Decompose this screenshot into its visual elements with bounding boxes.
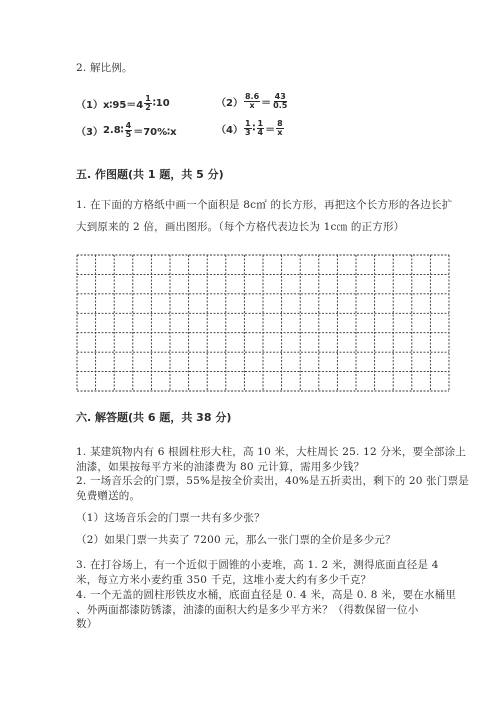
- equation-2-equals: ＝: [261, 98, 272, 109]
- section-6-q3-line-1: 3. 在打谷场上，有一个近似于圆锥的小麦堆，高 1. 2 米，测得底面直径是 4: [76, 559, 439, 571]
- equation-3-label: （3）: [76, 127, 103, 138]
- equation-2-fraction-left: [244, 93, 260, 110]
- question-2-title: 2. 解比例。: [76, 62, 133, 74]
- section-6-q4-line-3: 数）: [76, 618, 98, 630]
- fraction-denominator: x: [249, 101, 255, 110]
- section-6-q2-sub-1: （1）这场音乐会的门票一共有多少张？: [76, 512, 265, 524]
- fraction-denominator: 3: [244, 128, 251, 137]
- fraction-numerator: 43: [274, 92, 286, 101]
- section-6-q2-line-1: 2. 一场音乐会的门票，55%是按全价卖出，40%是五折卖出，剩下的 20 张门票是: [76, 475, 469, 487]
- equation-4-fraction-2: [257, 120, 265, 137]
- fraction-denominator: 2: [145, 103, 151, 112]
- equation-1: [76, 95, 170, 112]
- equation-4-ratio: ∶: [252, 123, 256, 134]
- equation-1-label: （1）: [76, 100, 103, 111]
- equation-4-fraction-3: [276, 120, 284, 137]
- section-6-q1-line-2: 油漆，如果按每平方米的油漆费为 80 元计算，需用多少钱？: [76, 461, 365, 473]
- fraction-numerator: 8: [277, 119, 283, 128]
- section-6-q2-line-2: 免费赠送的。: [76, 490, 141, 502]
- fraction-denominator: 0.5: [273, 101, 288, 110]
- equation-3-left: 2.8∶: [102, 125, 124, 136]
- section-5-title: 五. 作图题(共 1 题，共 5 分): [76, 168, 224, 181]
- section-6-q3-line-2: 米，每立方米小麦约重 350 千克，这堆小麦大约有多少千克？: [76, 574, 372, 586]
- fraction-numerator: 1: [257, 119, 264, 128]
- equation-2-fraction-right: [272, 93, 288, 110]
- equation-4: [216, 120, 285, 137]
- equation-3: [76, 122, 177, 139]
- square-grid-paper[interactable]: [76, 254, 450, 392]
- fraction-numerator: 1: [145, 94, 151, 103]
- fraction-denominator: 5: [125, 130, 132, 139]
- equation-1-right: ∶10: [152, 98, 170, 109]
- fraction-denominator: 4: [257, 128, 264, 137]
- equation-4-label: （4）: [216, 125, 243, 136]
- equation-3-right: ＝70%∶x: [133, 127, 177, 138]
- equation-4-equals: ＝: [265, 125, 276, 136]
- section-5-q1-line-2: 大到原来的 2 倍，画出图形。（每个方格代表边长为 1c㎝ 的正方形）: [76, 221, 405, 233]
- section-6-title: 六. 解答题(共 6 题，共 38 分): [76, 411, 232, 424]
- fraction-denominator: x: [277, 128, 283, 137]
- equation-2-label: （2）: [216, 98, 243, 109]
- equation-3-fraction: [125, 122, 133, 139]
- equation-4-fraction-1: [244, 120, 252, 137]
- section-6-q4-line-2: 、外两面都漆防锈漆，油漆的面积大约是多少平方米？（得数保留一位小: [76, 604, 419, 616]
- section-6-q4-line-1: 4. 一个无盖的圆柱形铁皮水桶，底面直径是 0. 4 米，高是 0. 8 米，要在水桶里: [76, 589, 457, 601]
- section-6-q2-sub-2: （2）如果门票一共卖了 7200 元，那么一张门票的全价是多少元？: [76, 534, 396, 546]
- equation-1-fraction: [144, 95, 152, 112]
- fraction-numerator: 4: [125, 121, 132, 130]
- grid-svg: [76, 254, 450, 392]
- section-5-q1-line-1: 1. 在下面的方格纸中画一个面积是 8c㎡ 的长方形，再把这个长方形的各边长扩: [76, 199, 453, 211]
- equation-2: [216, 93, 289, 110]
- equation-1-left: x∶95＝4: [102, 100, 144, 111]
- fraction-numerator: 1: [244, 119, 251, 128]
- section-6-q1-line-1: 1. 某建筑物内有 6 根圆柱形大柱，高 10 米，大柱周长 25. 12 分米，要全部涂上: [76, 446, 467, 458]
- fraction-numerator: 8.6: [244, 92, 260, 101]
